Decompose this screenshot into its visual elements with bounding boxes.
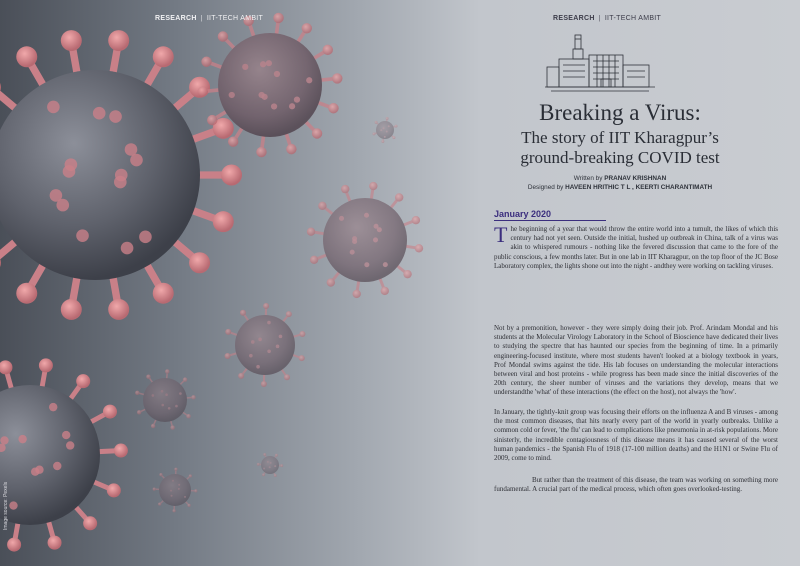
writer-credit — [470, 174, 770, 183]
virus-particle — [307, 182, 423, 298]
header-right-separator: | — [598, 15, 601, 22]
article-title-line3: ground-breaking COVID test — [520, 148, 720, 167]
virus-particle — [0, 358, 128, 551]
header-right — [553, 15, 661, 22]
virus-particle — [0, 30, 242, 320]
article-title-line2: The story of IIT Kharagpur’s — [521, 128, 719, 147]
paragraph-1 — [494, 222, 778, 271]
virus-particle — [153, 468, 198, 513]
designed-label: Designed by — [527, 184, 564, 191]
header-right-section: RESEARCH — [553, 15, 595, 22]
paragraph-2: Not by a premonition, however - they were simply doing their job. Prof. Arindam Mondal and his students at the Molecular Virology Laboratory in the School of Bioscience have dedicated their lives to studying the spectre that has haunted our species from the beginning of time. In a primarily engineering-focused institute, where most students haven't looked at a biology textbook in years, Prof Mondal swims against the tide. His lab focuses on understanding the molecular interactions between viral and host proteins - while progress has been made since the initial discoveries of the 20th century, the sheer number of viruses and the variations they develop, means that we understandthe 'what' of these interactions (the effect on the host), not always the 'how'. — [494, 324, 778, 397]
image-credit-wrap — [3, 481, 11, 566]
paragraph-1-text: he beginning of a year that would throw the entire world into a tumult, the likes of which this century had not yet seen. Outside the initial, hushed up outbreak in China, talk of a virus was akin to whispered rumours - nothing like the fevered discussion that came to the fore of the public conscious, a few months later. But in one lab in IIT Kharagpur, on the top floor of the JC Bose Laboratory complex, the lights shone out into the night - andthey were working on tackling viruses. — [494, 225, 778, 270]
image-credit: Image source: Pexels — [3, 481, 9, 530]
header-right-category: IIT-TECH AMBIT — [604, 15, 662, 22]
virus-particle — [372, 117, 397, 143]
written-label: Written by — [573, 175, 603, 182]
writer-name: PRANAV KRISHNAN — [604, 175, 667, 182]
virus-particle — [225, 303, 306, 387]
article-title-line1: Breaking a Virus: — [539, 100, 701, 125]
drop-cap: T — [494, 222, 508, 247]
designer-names: HAVEEN HRITHIC T L , KEERTI CHARANTIMATH — [565, 184, 713, 191]
building-illustration — [545, 33, 655, 95]
header-left-separator: | — [200, 15, 203, 22]
paragraph-3: In January, the tightly-knit group was focusing their efforts on the influenza A and B viruses - among the most common diseases, that hits nearly every part of the world in yearly outbreaks. Unlike a common cold or fever, 'the flu' can lead to complications like pneumonia in at-risk populations. More sinisterly, the incredible contagiousness of this disease means it has caused several of the worst human pandemics - the Spanish Flu of 1918 (17-100 million deaths) and the H1N1 or Swine Flu of 2009, come to mind. — [494, 408, 778, 463]
header-left-section: RESEARCH — [155, 15, 197, 22]
designer-credit — [470, 183, 770, 192]
header-left-category: IIT-TECH AMBIT — [206, 15, 264, 22]
virus-particle — [135, 369, 196, 429]
section-heading: January 2020 — [494, 209, 606, 221]
paragraph-4: But rather than the treatment of this disease, the team was working on something more fundamental. A crucial part of the medical process, which often goes overlooked-testing. — [494, 476, 778, 494]
header-left — [155, 15, 263, 22]
virus-particle — [257, 453, 283, 477]
article-credits — [470, 174, 770, 192]
